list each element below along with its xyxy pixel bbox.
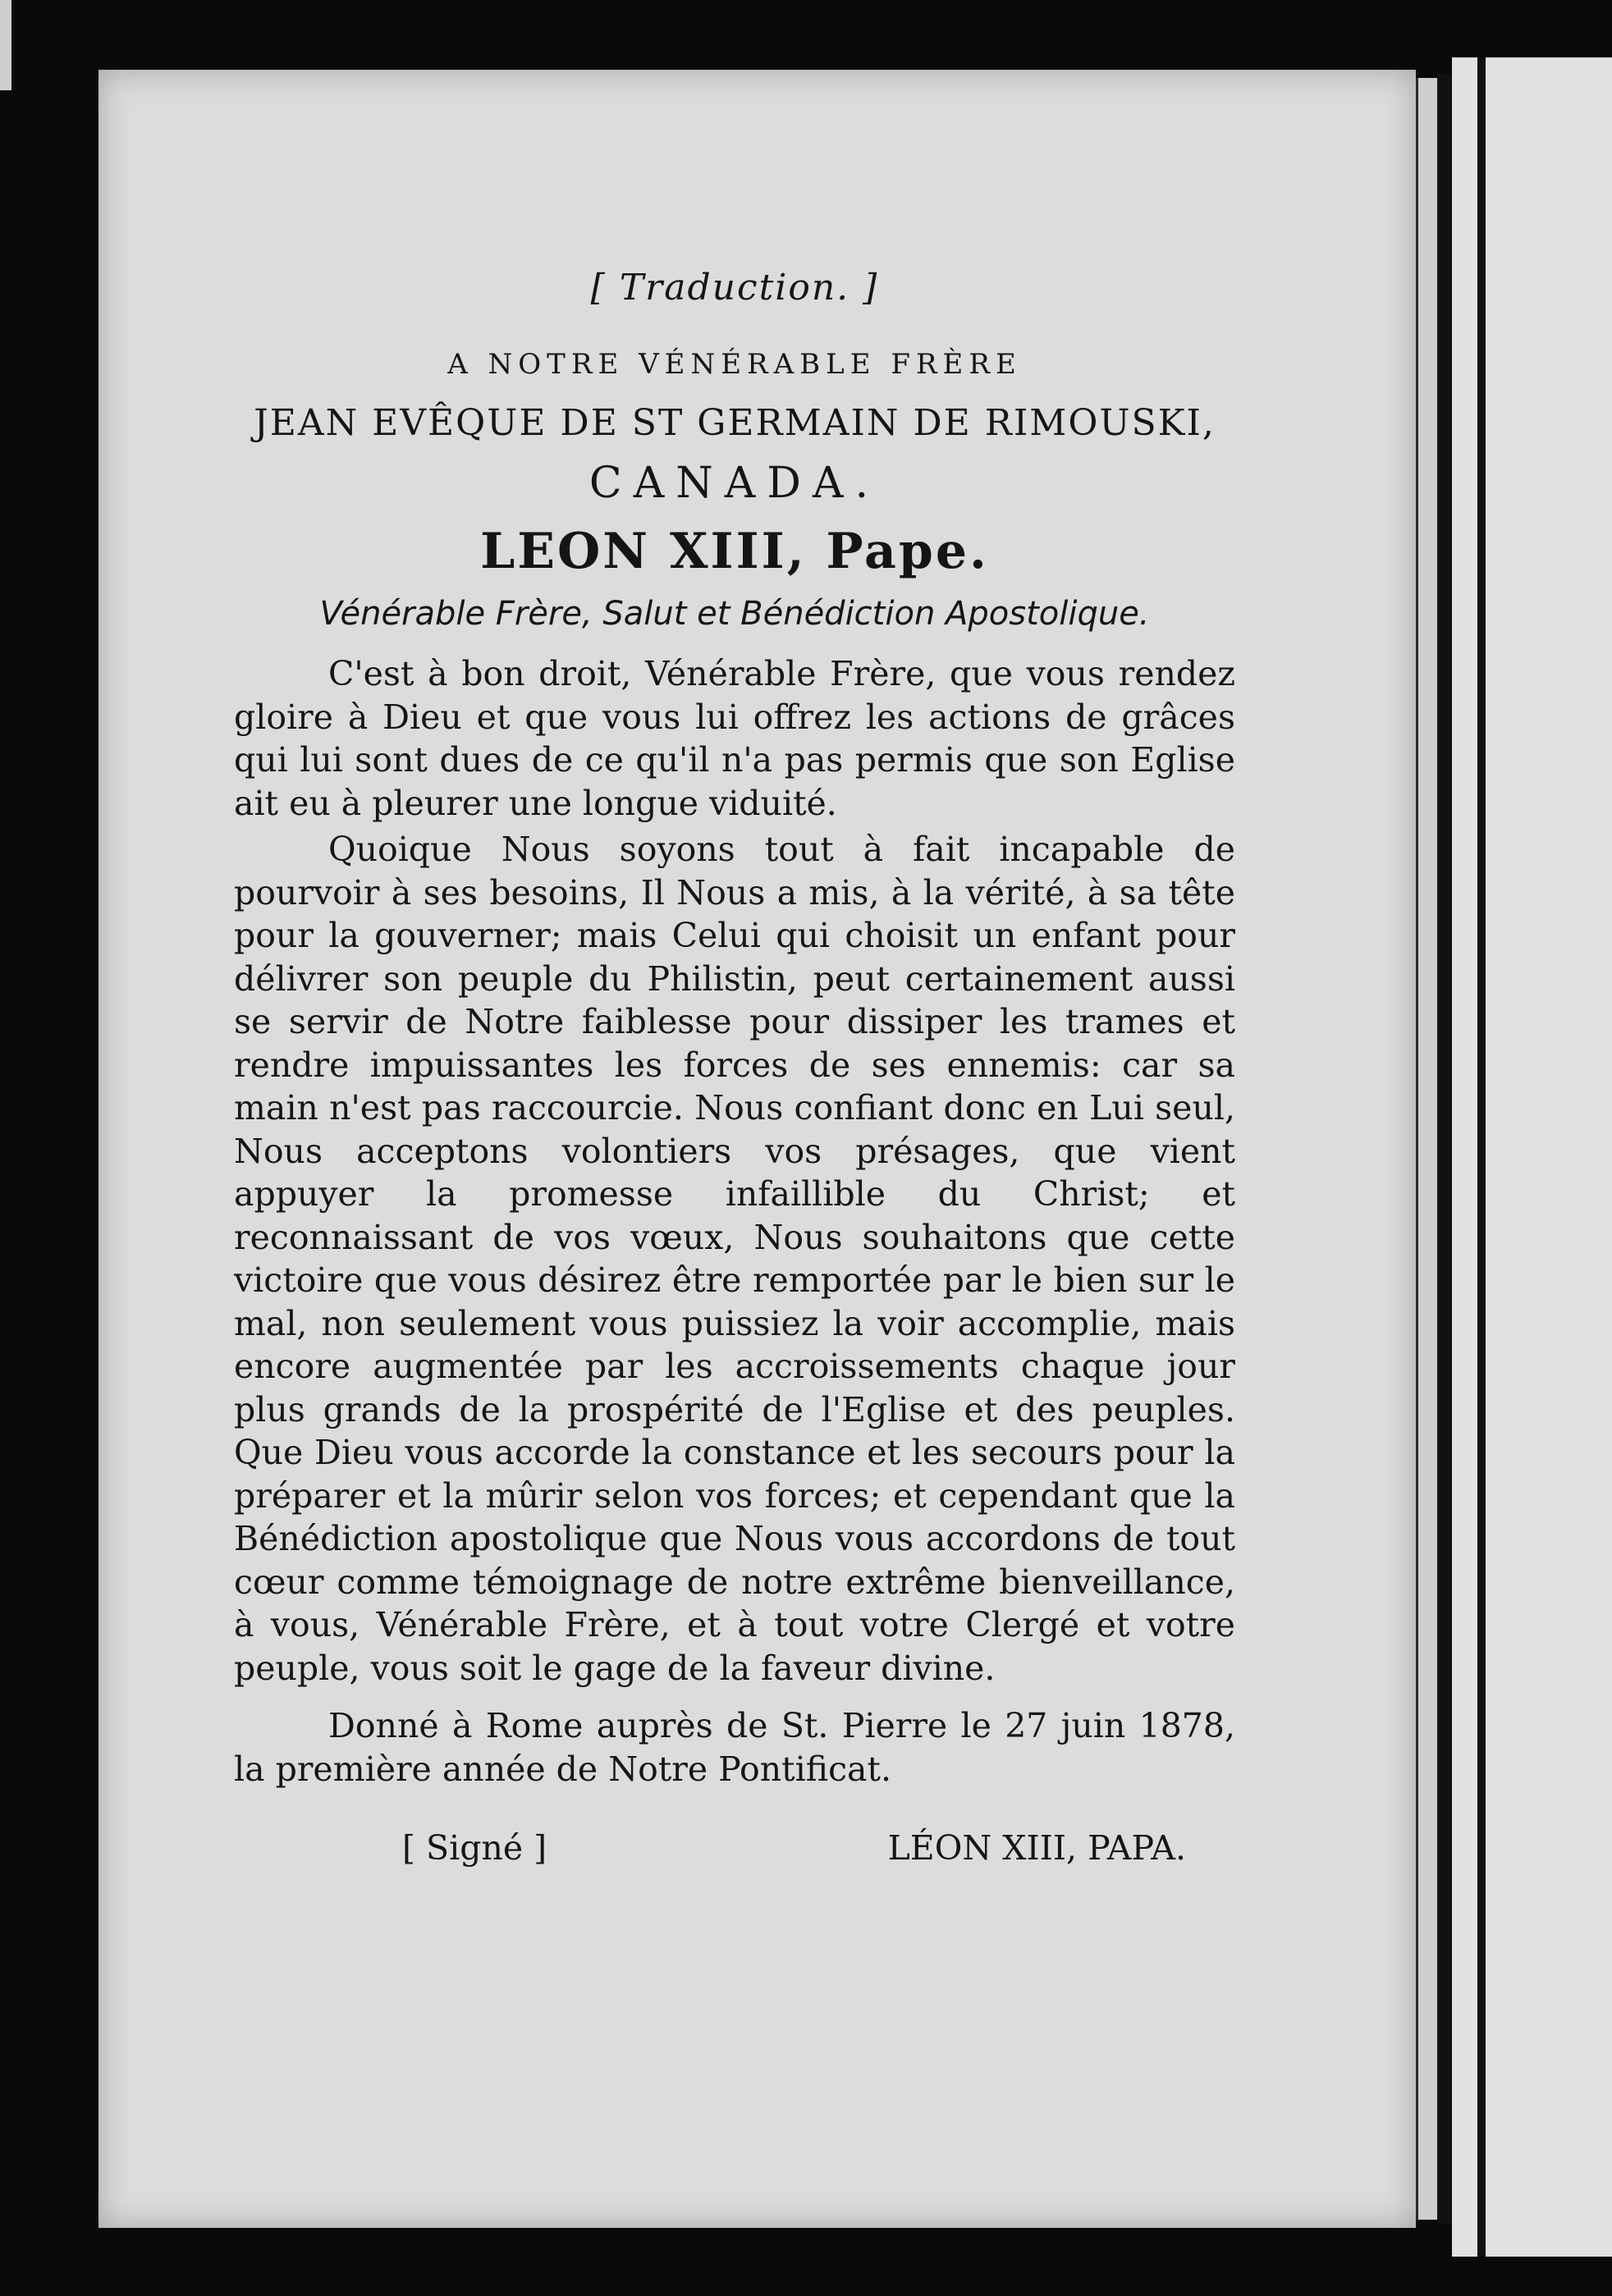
page-binding [1437,74,1452,2224]
paragraph-given: Donné à Rome auprès de St. Pierre le 27 juin 1878, la première année de Notre Pontificat. [234,1706,1235,1789]
pope-title: LEON XIII, Pape. [480,523,989,580]
paragraph-opening: C'est à bon droit, Vénérable Frère, que vous rendez gloire à Dieu et que vous lui offrez les actions de grâces qui lui sont dues de ce qu'il n'a pas permis que son Eglise ait eu à pleurer une longue viduité. [234,654,1235,823]
translation-note: [ Traduction. ] [590,267,879,309]
signature-name: LÉON XIII, PAPA. [887,1828,1186,1868]
paragraph-main: Quoique Nous soyons tout à fait incapable de pourvoir à ses besoins, Il Nous a mis, à la vérité, à sa tête pour la gouverner; mais Celui qui choisit un enfant pour délivrer son peuple du Philistin, peut certainement aussi se servir de Notre faiblesse pour dissiper les trames et rendre impuissantes les forces de ses ennemis: car sa main n'est pas raccourcie. Nous confiant donc en Lui seul, Nous acceptons volontiers vos présages, que vient appuyer la promesse infaillible du Christ; et reconnaissant de vos vœux, Nous souhaitons que cette victoire que vous désirez être remportée par le bien sur le mal, non seulement vous puissiez la voir accomplie, mais encore augmentée par les accroissements chaque jour plus grands de la prospérité de l'Eglise et des peuples. Que Dieu vous accorde la constance et les secours pour la préparer et la mûrir selon vos forces; et cependant que la Bénédiction apostolique que Nous vous accordons de tout cœur comme témoignage de notre extrême bienveillance, à vous, Vénérable Frère, et à tout votre Clergé et votre peuple, vous soit le gage de la faveur divine. [234,830,1235,1688]
signed-mark: [ Signé ] [402,1828,547,1868]
adjacent-page [1452,57,1612,2257]
addressee-line: A NOTRE VÉNÉRABLE FRÈRE [447,348,1022,381]
salutation: Vénérable Frère, Salut et Bénédiction Apostolique. [319,595,1150,633]
country-line: CANADA. [588,459,881,508]
page-edge [1416,78,1440,2220]
bishop-line: JEAN EVÊQUE DE ST GERMAIN DE RIMOUSKI, [254,402,1216,444]
letter-content [234,267,1235,1868]
scan-edge-mark [0,0,11,90]
adjacent-page-rule [1477,57,1486,2257]
signature-block [234,1828,1235,1868]
